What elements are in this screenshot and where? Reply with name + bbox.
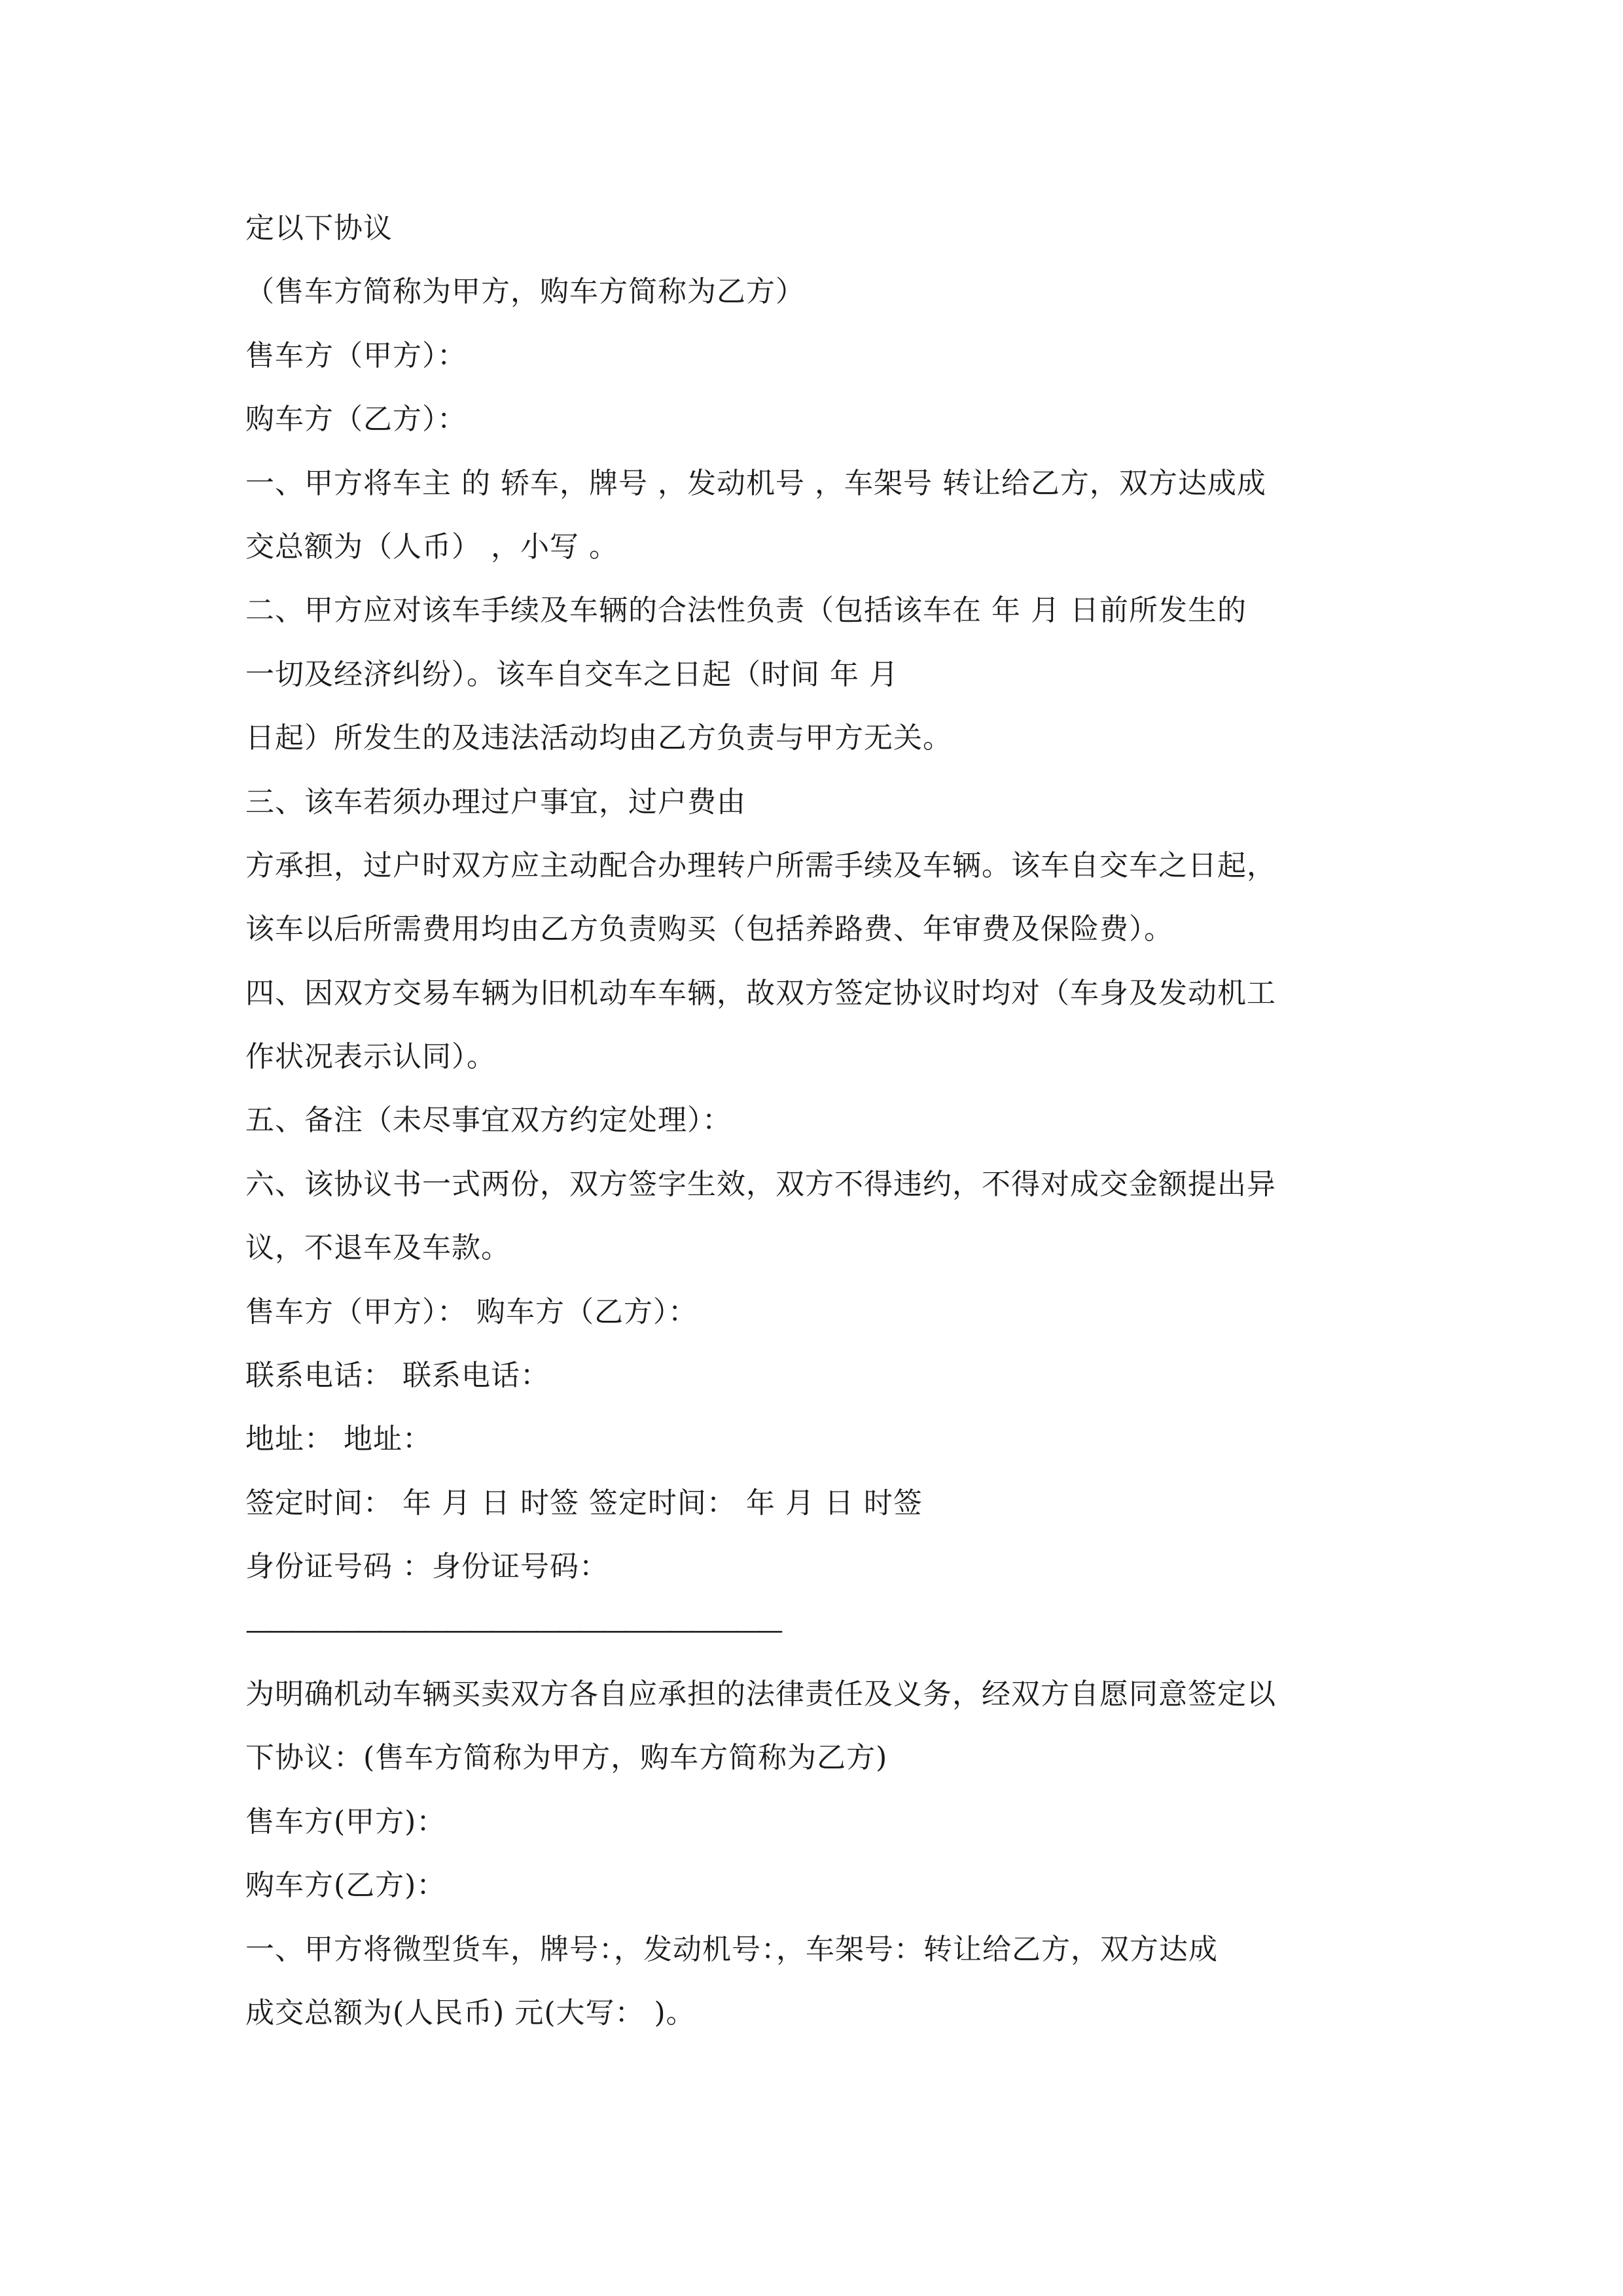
text-line: 下协议：(售车方简称为甲方，购车方简称为乙方) xyxy=(245,1741,888,1775)
text-line: 成交总额为(人民币) 元(大写： )。 xyxy=(245,1996,696,2030)
text-line: 一、甲方将微型货车，牌号：，发动机号：，车架号：转让给乙方，双方达成 xyxy=(245,1932,1218,1966)
text-line: 售车方（甲方）： 购车方（乙方）： xyxy=(245,1295,698,1329)
text-line: （售车方简称为甲方，购车方简称为乙方） xyxy=(245,275,805,309)
text-line: 一、甲方将车主 的 轿车，牌号 ，发动机号 ，车架号 转让给乙方，双方达成成 xyxy=(245,466,1266,500)
text-line: 四、因双方交易车辆为旧机动车车辆，故双方签定协议时均对（车身及发动机工 xyxy=(245,976,1276,1010)
text-line: 定以下协议 xyxy=(245,211,393,245)
text-line: 售车方（甲方）： xyxy=(245,338,467,372)
text-line: 该车以后所需费用均由乙方负责购买（包括养路费、年审费及保险费）。 xyxy=(245,912,1173,946)
text-line: 地址： 地址： xyxy=(245,1422,432,1456)
text-line: 购车方（乙方）： xyxy=(245,403,467,437)
text-line: 方承担，过户时双方应主动配合办理转户所需手续及车辆。该车自交车之日起， xyxy=(245,848,1276,882)
text-line: 联系电话： 联系电话： xyxy=(245,1359,550,1393)
text-line: 日起）所发生的及违法活动均由乙方负责与甲方无关。 xyxy=(245,721,952,755)
text-line: 身份证号码 ：身份证号码： xyxy=(245,1550,609,1584)
text-line: 二、甲方应对该车手续及车辆的合法性负责（包括该车在 年 月 日前所发生的 xyxy=(245,594,1247,628)
text-line: 为明确机动车辆买卖双方各自应承担的法律责任及义务，经双方自愿同意签定以 xyxy=(245,1677,1276,1711)
text-line: 议，不退车及车款。 xyxy=(245,1231,510,1265)
text-line: 三、该车若须办理过户事宜，过户费由 xyxy=(245,785,746,819)
text-line: 五、备注（未尽事宜双方约定处理）： xyxy=(245,1103,732,1138)
text-line: 签定时间： 年 月 日 时签 签定时间： 年 月 日 时签 xyxy=(245,1486,923,1520)
text-line: 六、该协议书一式两份，双方签字生效，双方不得违约，不得对成交金额提出异 xyxy=(245,1167,1276,1201)
text-line: 交总额为（人币） ，小写 。 xyxy=(245,529,618,564)
text-line: 购车方(乙方)： xyxy=(245,1869,446,1903)
separator-rule: ———————————————————————— xyxy=(245,1615,779,1645)
text-line: 一切及经济纠纷）。该车自交车之日起（时间 年 月 xyxy=(245,657,899,691)
text-line: 作状况表示认同）。 xyxy=(245,1040,496,1074)
text-line: 售车方(甲方)： xyxy=(245,1804,446,1839)
document-body xyxy=(245,196,1387,2045)
